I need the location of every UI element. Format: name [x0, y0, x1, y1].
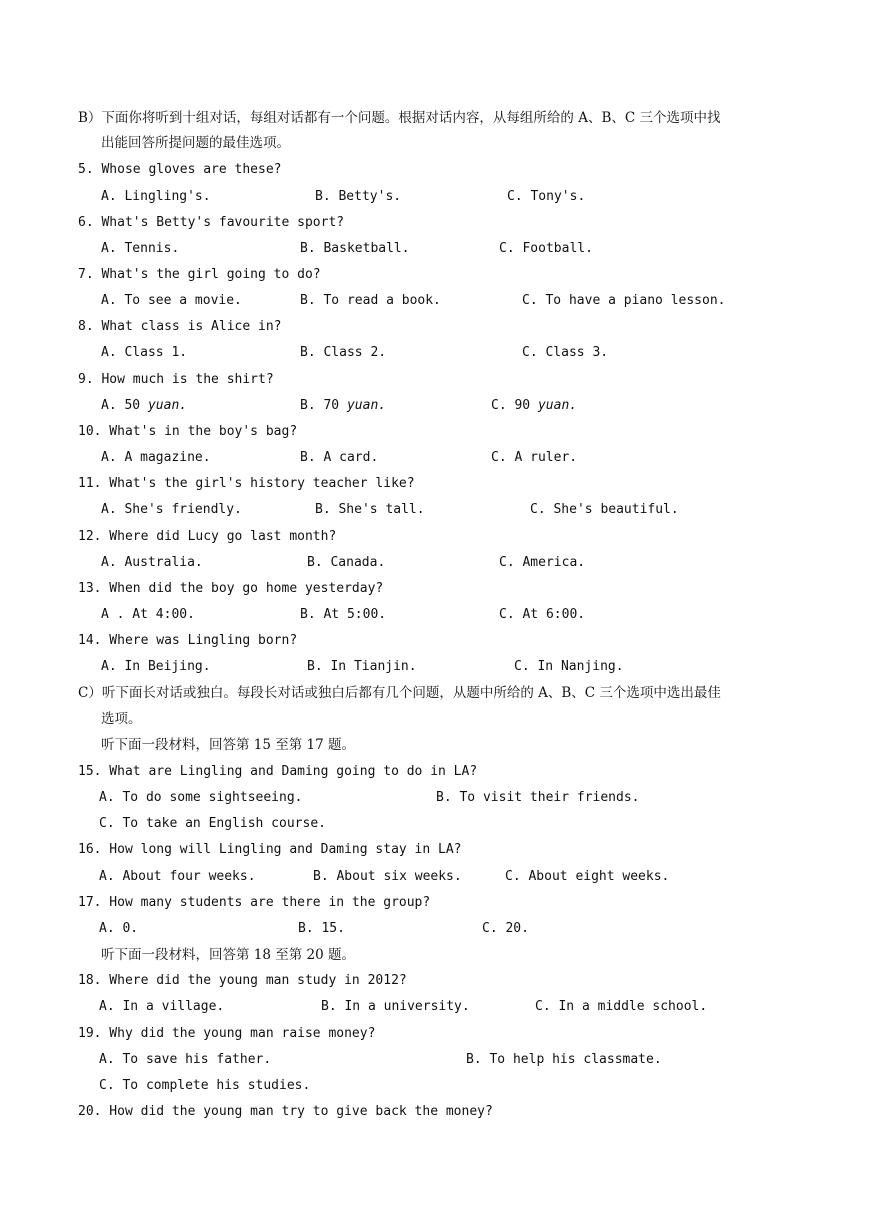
question-16-option-a: A. About four weeks.: [99, 869, 256, 884]
question-5-option-c: C. Tony's.: [507, 189, 586, 204]
question-19: 19. Why did the young man raise money?: [78, 1026, 376, 1041]
question-8-option-c: C. Class 3.: [522, 345, 609, 360]
section-b-instruction-line1: B）下面你将听到十组对话，每组对话都有一个问题。根据对话内容，从每组所给的 A、B、C 三个选项中找: [78, 110, 721, 126]
question-7: 7. What's the girl going to do?: [78, 267, 321, 282]
question-9-option-a: [101, 397, 187, 415]
question-15-option-c: C. To take an English course.: [99, 816, 326, 831]
question-14-option-c: C. In Nanjing.: [514, 659, 624, 674]
question-5-option-a: A. Lingling's.: [101, 189, 211, 204]
question-16-option-c: C. About eight weeks.: [505, 869, 670, 884]
question-10-option-b: B. A card.: [300, 450, 379, 465]
material-intro-18-20: 听下面一段材料，回答第 18 至第 20 题。: [101, 947, 356, 963]
question-9-option-c: [491, 397, 577, 415]
question-9-option-b: [300, 397, 386, 415]
question-16: 16. How long will Lingling and Daming stay in LA?: [78, 842, 462, 857]
material-intro-15-17: 听下面一段材料，回答第 15 至第 17 题。: [101, 737, 356, 753]
question-20: 20. How did the young man try to give back the money?: [78, 1104, 493, 1119]
question-17-option-c: C. 20.: [482, 921, 529, 936]
question-18-option-c: C. In a middle school.: [535, 999, 708, 1014]
section-b-instruction-line2: 出能回答所提问题的最佳选项。: [101, 135, 290, 151]
question-12: 12. Where did Lucy go last month?: [78, 529, 337, 544]
question-6: 6. What's Betty's favourite sport?: [78, 215, 345, 230]
section-c-instruction-line1: C）听下面长对话或独白。每段长对话或独白后都有几个问题，从题中所给的 A、B、C 三个选项中选出最佳: [78, 685, 721, 701]
question-14-option-b: B. In Tianjin.: [307, 659, 417, 674]
option-a-unit: yuan.: [147, 398, 188, 413]
question-5: 5. Whose gloves are these?: [78, 162, 282, 177]
question-11-option-c: C. She's beautiful.: [530, 502, 679, 517]
question-10-option-c: C. A ruler.: [491, 450, 578, 465]
question-8-option-a: A. Class 1.: [101, 345, 188, 360]
question-6-option-a: A. Tennis.: [101, 241, 180, 256]
question-7-option-c: C. To have a piano lesson.: [522, 293, 726, 308]
question-11-option-a: A. She's friendly.: [101, 502, 242, 517]
question-13-option-a: A . At 4:00.: [101, 607, 195, 622]
question-18: 18. Where did the young man study in 2012?: [78, 973, 407, 988]
question-12-option-a: A. Australia.: [101, 555, 203, 570]
question-6-option-c: C. Football.: [499, 241, 593, 256]
question-11: 11. What's the girl's history teacher like?: [78, 476, 415, 491]
question-15: 15. What are Lingling and Daming going to do in LA?: [78, 764, 478, 779]
question-7-option-a: A. To see a movie.: [101, 293, 242, 308]
question-8-option-b: B. Class 2.: [300, 345, 387, 360]
question-6-option-b: B. Basketball.: [300, 241, 410, 256]
question-17-option-a: A. 0.: [99, 921, 139, 936]
question-12-option-c: C. America.: [499, 555, 586, 570]
question-19-option-b: B. To help his classmate.: [466, 1052, 662, 1067]
question-10: 10. What's in the boy's bag?: [78, 424, 298, 439]
question-13-option-b: B. At 5:00.: [300, 607, 387, 622]
question-5-option-b: B. Betty's.: [315, 189, 402, 204]
option-a-amount: A. 50: [101, 398, 141, 413]
question-17: 17. How many students are there in the group?: [78, 895, 431, 910]
question-19-option-c: C. To complete his studies.: [99, 1078, 311, 1093]
question-13: 13. When did the boy go home yesterday?: [78, 581, 384, 596]
question-17-option-b: B. 15.: [298, 921, 345, 936]
question-7-option-b: B. To read a book.: [300, 293, 441, 308]
question-18-option-b: B. In a university.: [321, 999, 470, 1014]
question-14: 14. Where was Lingling born?: [78, 633, 298, 648]
option-b-amount: B. 70: [300, 398, 340, 413]
option-c-unit: yuan.: [537, 398, 578, 413]
question-9: 9. How much is the shirt?: [78, 372, 274, 387]
question-19-option-a: A. To save his father.: [99, 1052, 272, 1067]
option-b-unit: yuan.: [346, 398, 387, 413]
option-c-amount: C. 90: [491, 398, 531, 413]
section-c-instruction-line2: 选项。: [101, 711, 142, 727]
question-16-option-b: B. About six weeks.: [313, 869, 462, 884]
question-11-option-b: B. She's tall.: [315, 502, 425, 517]
question-18-option-a: A. In a village.: [99, 999, 225, 1014]
question-13-option-c: C. At 6:00.: [499, 607, 586, 622]
question-14-option-a: A. In Beijing.: [101, 659, 211, 674]
question-12-option-b: B. Canada.: [307, 555, 386, 570]
question-8: 8. What class is Alice in?: [78, 319, 282, 334]
question-15-option-a: A. To do some sightseeing.: [99, 790, 303, 805]
question-10-option-a: A. A magazine.: [101, 450, 211, 465]
question-15-option-b: B. To visit their friends.: [436, 790, 640, 805]
